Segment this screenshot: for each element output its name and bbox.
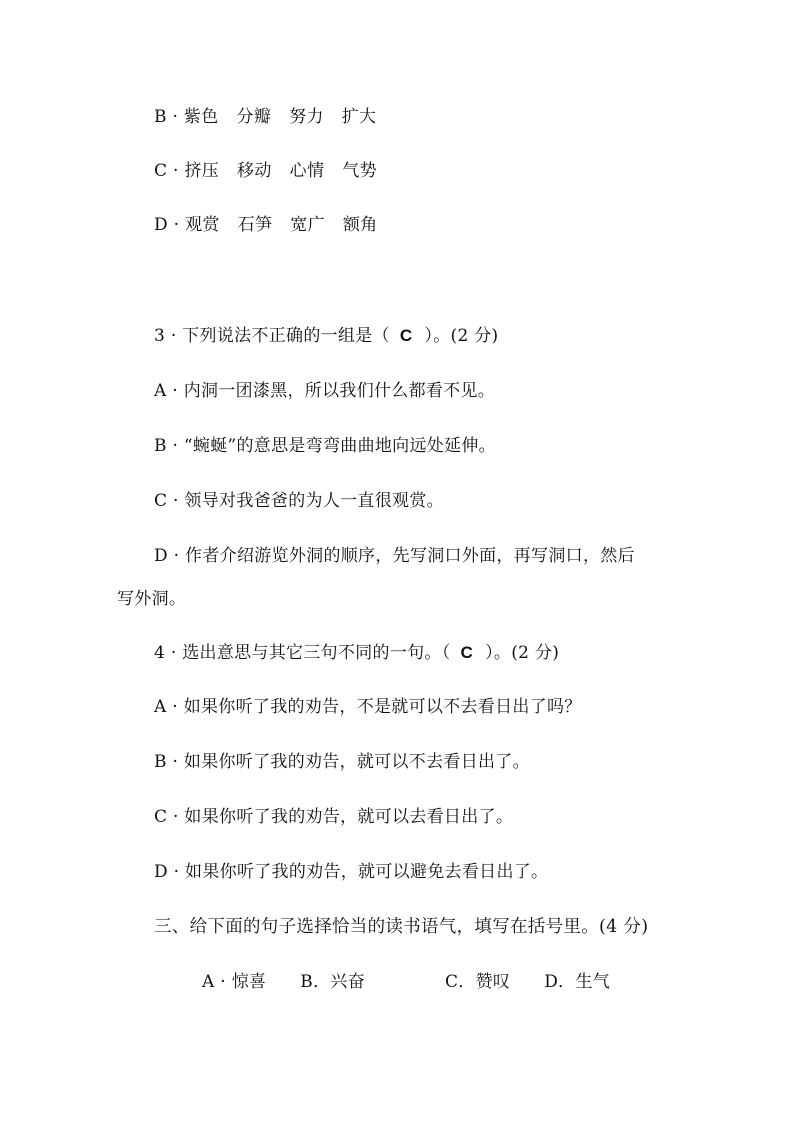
q2-option-b: B · 紫色 分瓣 努力 扩大 [154, 107, 377, 127]
q4-option-c: C · 如果你听了我的劝告，就可以去看日出了。 [154, 807, 514, 827]
option-letter: B [154, 107, 167, 127]
word: 分瓣 [236, 107, 272, 127]
word: 宽广 [290, 215, 325, 235]
word: 紫色 [183, 107, 219, 127]
word: 挤压 [184, 161, 220, 181]
tone-option: B．兴奋 [300, 972, 365, 992]
word: 额角 [342, 215, 378, 235]
section-3-title: 三、给下面的句子选择恰当的读书语气，填写在括号里。(4 分) [154, 917, 649, 937]
q4-option-b: B · 如果你听了我的劝告，就可以不去看日出了。 [154, 752, 530, 772]
word: 努力 [289, 107, 324, 127]
tone-option: D．生气 [544, 972, 611, 992]
q2-option-c: C · 挤压 移动 心情 气势 [154, 161, 377, 181]
word: 观赏 [185, 215, 220, 235]
q4-stem: 4 · 选出意思与其它三句不同的一句。（ C ）。(2 分) [154, 643, 560, 663]
tone-option: C．赞叹 [445, 972, 511, 992]
q4-answer: C [460, 643, 474, 662]
q3-option-d-continued: 写外洞。 [117, 589, 187, 609]
word: 石笋 [237, 215, 273, 235]
q3-stem: 3 · 下列说法不正确的一组是（ C ）。(2 分) [154, 326, 499, 346]
q2-option-d: D · 观赏 石笋 宽广 额角 [154, 215, 378, 235]
tone-option: A · 惊喜 [202, 972, 267, 992]
word: 移动 [237, 161, 272, 181]
word: 心情 [289, 161, 325, 181]
q3-answer: C [399, 326, 413, 345]
tone-options [202, 971, 610, 993]
q4-option-a: A · 如果你听了我的劝告，不是就可以不去看日出了吗？ [154, 697, 582, 717]
q3-option-d: D · 作者介绍游览外洞的顺序，先写洞口外面，再写洞口，然后 [154, 546, 635, 566]
option-letter: D [154, 215, 168, 235]
q3-option-b: B · “蜿蜒”的意思是弯弯曲曲地向远处延伸。 [154, 436, 496, 456]
option-letter: C [154, 161, 168, 181]
q4-option-d: D · 如果你听了我的劝告，就可以避免去看日出了。 [154, 862, 549, 882]
word: 气势 [342, 161, 377, 181]
q3-option-c: C · 领导对我爸爸的为人一直很观赏。 [154, 491, 444, 511]
word: 扩大 [341, 107, 377, 127]
q3-option-a: A · 内洞一团漆黑，所以我们什么都看不见。 [154, 381, 496, 401]
